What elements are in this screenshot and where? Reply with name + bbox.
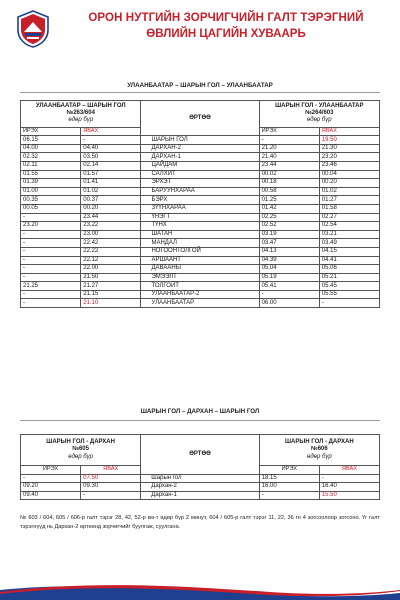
arrive-time: - [259, 290, 319, 299]
ubtz-logo-icon [16, 10, 50, 48]
table-row [21, 290, 380, 299]
depart-time: 23.20 [319, 153, 379, 162]
arrive-time: - [21, 239, 81, 248]
depart-time: 01.02 [319, 187, 379, 196]
right-train-header [259, 435, 379, 466]
table-row [21, 144, 380, 153]
table-row [21, 282, 380, 291]
left-train-header [21, 435, 141, 466]
table-row [21, 239, 380, 248]
arrive-time: 00.58 [259, 187, 319, 196]
arrive-time: 04.00 [21, 144, 81, 153]
depart-time: 03.50 [81, 153, 141, 162]
depart-label: ЯВАХ [319, 466, 379, 475]
arrive-time: 21.25 [21, 282, 81, 291]
arrive-label: ИРЭХ [21, 127, 81, 136]
station-name: ДАРХАН-2 [141, 144, 259, 153]
station-name: УЛААНБААТАР-2 [141, 290, 259, 299]
section2-route-title: ШАРЫН ГОЛ – ДАРХАН – ШАРЫН ГОЛ [140, 408, 260, 415]
table-row [21, 256, 380, 265]
arrive-time: 00.02 [259, 170, 319, 179]
table-row [21, 179, 380, 188]
depart-time: 01.41 [81, 179, 141, 188]
arrive-time: 01.55 [21, 170, 81, 179]
depart-time: 01.27 [319, 196, 379, 205]
arrive-time: 03.19 [259, 230, 319, 239]
arrive-time: - [21, 299, 81, 308]
arrive-time: - [21, 273, 81, 282]
depart-time: 22.22 [81, 247, 141, 256]
table-row [21, 265, 380, 274]
station-name: ШАТАН [141, 230, 259, 239]
arrive-time: 05.41 [259, 282, 319, 291]
station-name: ДАРХАН-1 [141, 153, 259, 162]
arrive-label: ИРЭХ [259, 127, 319, 136]
left-train-frequency: өдөр бүр [68, 117, 94, 124]
arrive-time: 09.20 [21, 483, 81, 492]
table-row [21, 136, 380, 145]
depart-time: 04.15 [319, 247, 379, 256]
station-name: ШАРЫН ГОЛ [141, 136, 259, 145]
depart-time: 23.22 [81, 222, 141, 231]
depart-time: 00.20 [81, 204, 141, 213]
depart-time: - [319, 474, 379, 483]
depart-time: 22.00 [81, 265, 141, 274]
table-row [21, 196, 380, 205]
arrive-label: ИРЭХ [259, 466, 319, 475]
header [0, 0, 400, 62]
depart-time: 05.06 [319, 265, 379, 274]
arrive-time: - [259, 491, 319, 500]
depart-time: 01.57 [81, 170, 141, 179]
depart-time: 07.50 [81, 474, 141, 483]
arrive-time: 05.19 [259, 273, 319, 282]
station-name: АРШААНТ [141, 256, 259, 265]
arrive-time: - [21, 265, 81, 274]
station-name: ЭМЭЭЛТ [141, 273, 259, 282]
station-name: ЭРХЭТ [141, 179, 259, 188]
arrive-time: - [21, 256, 81, 265]
station-name: БАРУУНХАРАА [141, 187, 259, 196]
table-row [21, 230, 380, 239]
arrive-time: - [21, 474, 81, 483]
arrive-time: 21.40 [259, 153, 319, 162]
section1-divider [20, 92, 380, 93]
depart-time: 22.42 [81, 239, 141, 248]
arrive-label: ИРЭХ [21, 466, 81, 475]
station-name: ДАВААНЫ [141, 265, 259, 274]
station-name: ТОЛГОЙТ [141, 282, 259, 291]
table-row [21, 170, 380, 179]
station-name: УЛААНБААТАР [141, 299, 259, 308]
depart-time: 21.27 [81, 282, 141, 291]
depart-time: 19.50 [319, 136, 379, 145]
arrive-time: 01.42 [259, 204, 319, 213]
station-name: ЦАЙДАМ [141, 161, 259, 170]
arrive-time: 01.00 [21, 187, 81, 196]
right-train-title: ШАРЫН ГОЛ - УЛААНБААТАР [275, 103, 364, 109]
depart-time: 16.40 [319, 483, 379, 492]
depart-time: 22.12 [81, 256, 141, 265]
arrive-time: 02.32 [21, 153, 81, 162]
table-row [21, 153, 380, 162]
right-train-title: ШАРЫН ГОЛ - ДАРХАН [285, 439, 354, 446]
table-row [21, 222, 380, 231]
right-train-number: №606 [311, 446, 328, 453]
station-name: ҮНЭГТ [141, 213, 259, 222]
table-row [21, 483, 380, 492]
table-row [21, 474, 380, 483]
section1-route-title: УЛААНБААТАР – ШАРЫН ГОЛ – УЛААНБААТАР [127, 82, 273, 89]
depart-time: 05.21 [319, 273, 379, 282]
left-train-number: №605 [72, 446, 89, 453]
table-row [21, 187, 380, 196]
table-row [21, 491, 380, 500]
depart-label: ЯВАХ [81, 127, 141, 136]
arrive-time: 04.13 [259, 247, 319, 256]
arrive-time: 01.25 [259, 196, 319, 205]
arrive-time: 02.25 [259, 213, 319, 222]
arrive-time: 04.39 [259, 256, 319, 265]
station-name: Шарын гол [141, 474, 259, 483]
depart-time: - [81, 136, 141, 145]
depart-time: 02.54 [319, 222, 379, 231]
depart-time: 23.00 [81, 230, 141, 239]
arrive-time: 02.11 [21, 161, 81, 170]
depart-time: 03.49 [319, 239, 379, 248]
arrive-time: 01.39 [21, 179, 81, 188]
depart-time: 02.27 [319, 213, 379, 222]
arrive-time: 05.04 [259, 265, 319, 274]
depart-time: 09.30 [81, 483, 141, 492]
arrive-time: 00.18 [259, 179, 319, 188]
depart-time: - [319, 299, 379, 308]
arrive-time: - [259, 136, 319, 145]
left-train-title: УЛААНБААТАР – ШАРЫН ГОЛ [35, 103, 126, 109]
page-title [66, 10, 386, 42]
depart-time: 04.40 [81, 144, 141, 153]
station-name: САЛХИТ [141, 170, 259, 179]
left-train-header [21, 101, 141, 128]
arrive-time: - [21, 230, 81, 239]
table-row [21, 273, 380, 282]
right-train-number: №264/603 [305, 110, 334, 117]
arrive-time: 00.35 [21, 196, 81, 205]
arrive-time: - [21, 213, 81, 222]
depart-time: 02.14 [81, 161, 141, 170]
depart-label: ЯВАХ [81, 466, 141, 475]
depart-time: 15.50 [319, 491, 379, 500]
arrive-time: 03.47 [259, 239, 319, 248]
depart-time: 21.10 [81, 299, 141, 308]
timetable-sharyn-gol-darkhan [20, 434, 380, 500]
section2-divider [20, 420, 380, 421]
depart-time: 23.46 [319, 161, 379, 170]
depart-time: 05.55 [319, 290, 379, 299]
depart-label: ЯВАХ [319, 127, 379, 136]
timetable-ub-sharyn-gol [20, 100, 380, 308]
table-row [21, 247, 380, 256]
right-train-frequency: өдөр бүр [306, 453, 332, 460]
station-name: Дархан-2 [141, 483, 259, 492]
left-train-frequency: өдөр бүр [68, 453, 93, 460]
depart-time: 00.04 [319, 170, 379, 179]
table-row [21, 204, 380, 213]
arrive-time: 16.00 [259, 483, 319, 492]
station-name: БЭРХ [141, 196, 259, 205]
depart-time: 00.20 [319, 179, 379, 188]
arrive-time: 23.44 [259, 161, 319, 170]
depart-time: 01.02 [81, 187, 141, 196]
left-train-number: №263/604 [66, 110, 95, 117]
arrive-time: 21.20 [259, 144, 319, 153]
station-header: ӨРТӨӨ [141, 435, 259, 475]
table-row [21, 213, 380, 222]
decorative-swoosh [0, 560, 400, 600]
station-name: МАНДАЛ [141, 239, 259, 248]
arrive-time: 09.40 [21, 491, 81, 500]
depart-time: 23.44 [81, 213, 141, 222]
depart-time: 21.15 [81, 290, 141, 299]
arrive-time: 18.15 [259, 474, 319, 483]
arrive-time: - [21, 247, 81, 256]
depart-time: 04.41 [319, 256, 379, 265]
depart-time: - [81, 491, 141, 500]
arrive-time: - [21, 290, 81, 299]
depart-time: 21.50 [81, 273, 141, 282]
station-name: НОГООНТОЛГОЙ [141, 247, 259, 256]
depart-time: 05.45 [319, 282, 379, 291]
arrive-time: 06.15 [21, 136, 81, 145]
station-name: ЗҮҮНХАРАА [141, 204, 259, 213]
station-header: ӨРТӨӨ [141, 101, 259, 136]
right-train-header [259, 101, 379, 128]
arrive-time: 23.20 [21, 222, 81, 231]
table-row [21, 299, 380, 308]
footnote: № 603 / 604, 605 / 606-р галт тэрэг 28, 42, 52-р км-т өдөр бүр 2 минут, 604 / 605-р галт тэрэг 11, 22, 36 гн 4 зогсоолоор зогсоно. Үг галт тэрэгнүүд нь Дархан-2 өртөөнд зорчигчийг буулгаж, суулгана. [20, 515, 380, 530]
arrive-time: 02.52 [259, 222, 319, 231]
arrive-time: 00.05 [21, 204, 81, 213]
arrive-time: 06.00 [259, 299, 319, 308]
title-line-2: ӨВЛИЙН ЦАГИЙН ХУВААРЬ [146, 28, 306, 40]
left-train-title: ШАРЫН ГОЛ - ДАРХАН [46, 439, 115, 446]
station-name: Дархан-1 [141, 491, 259, 500]
right-train-frequency: өдөр бүр [306, 117, 332, 124]
title-line-1: ОРОН НУТГИЙН ЗОРЧИГЧИЙН ГАЛТ ТЭРЭГНИЙ [88, 12, 364, 24]
depart-time: 03.21 [319, 230, 379, 239]
depart-time: 21.30 [319, 144, 379, 153]
station-name: ТҮНХ [141, 222, 259, 231]
depart-time: 01.58 [319, 204, 379, 213]
table-row [21, 161, 380, 170]
depart-time: 00.37 [81, 196, 141, 205]
